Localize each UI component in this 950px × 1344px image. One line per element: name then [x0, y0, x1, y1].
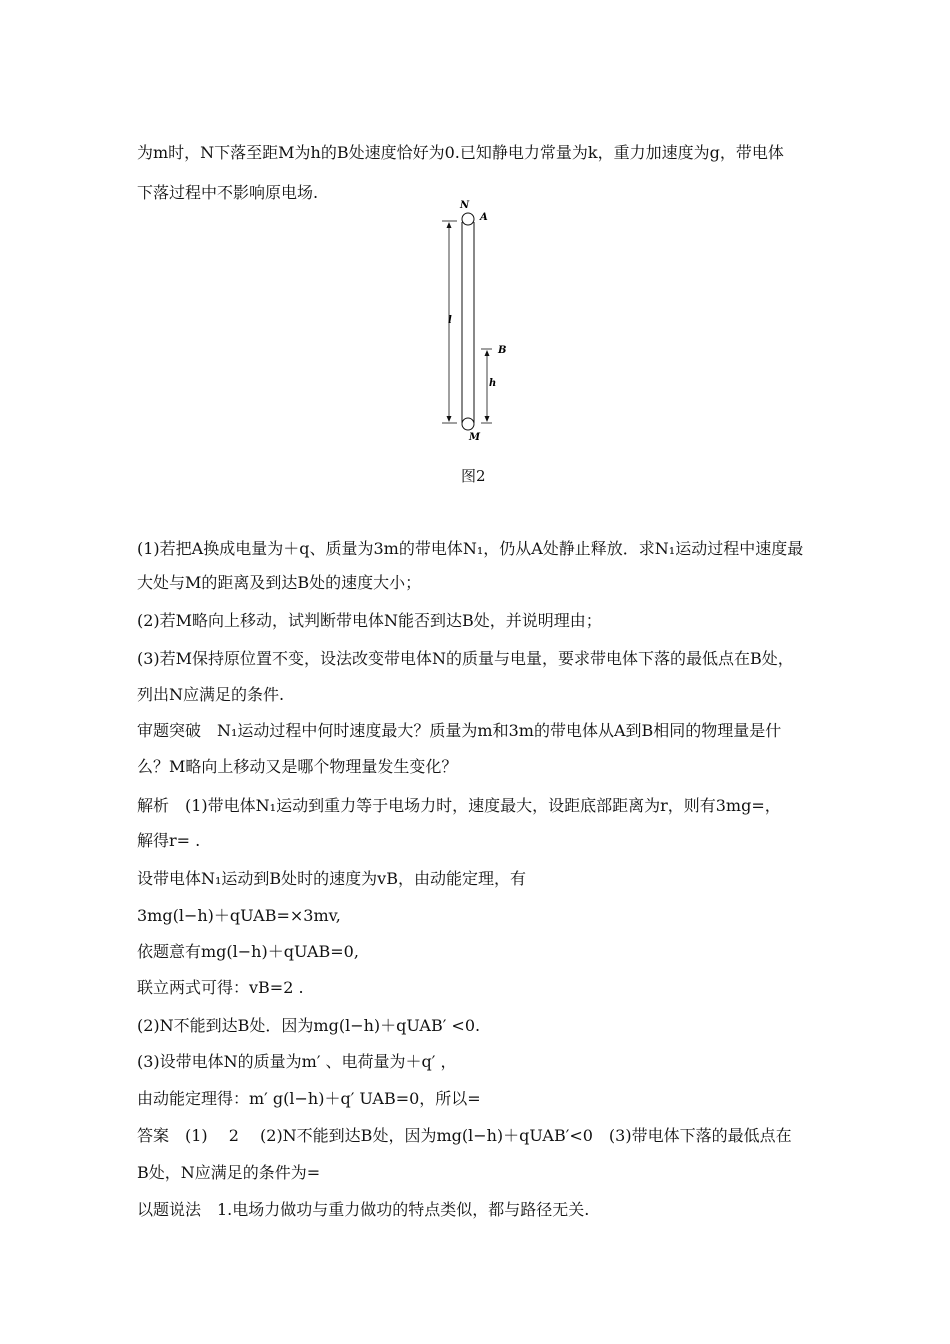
text-line-3: (1)若把A换成电量为＋q、质量为3m的带电体N₁，仍从A处静止释放．求N₁运动过程中速度最 — [137, 539, 804, 558]
text-line-9: 么？M略向上移动又是哪个物理量发生变化？ — [137, 757, 458, 776]
text-line-17: (3)设带电体N的质量为m′ 、电荷量为＋q′ ， — [137, 1052, 457, 1071]
text-line-8: 审题突破 N₁运动过程中何时速度最大？质量为m和3m的带电体从A到B相同的物理量是什 — [137, 721, 782, 740]
text-line-18: 由动能定理得：m′ g(l−h)＋q′ UAB=0，所以= — [137, 1089, 481, 1108]
text-line-15: 联立两式可得：vB=2 . — [137, 978, 304, 997]
text-line-12: 设带电体N₁运动到B处时的速度为vB，由动能定理，有 — [137, 869, 526, 888]
label-n: N — [460, 200, 470, 211]
ball-n — [462, 213, 474, 225]
text-line-21: 以题说法 1.电场力做功与重力做功的特点类似，都与路径无关. — [137, 1200, 590, 1219]
text-line-20: B处，N应满足的条件为= — [137, 1163, 321, 1182]
label-m: M — [469, 432, 481, 440]
text-line-4: 大处与M的距离及到达B处的速度大小； — [137, 573, 422, 592]
text-line-6: (3)若M保持原位置不变，设法改变带电体N的质量与电量，要求带电体下落的最低点在B处， — [137, 649, 794, 668]
text-line-11: 解得r= . — [137, 831, 201, 850]
text-line-13: 3mg(l−h)＋qUAB=×3mv, — [137, 906, 341, 925]
label-b: B — [498, 345, 507, 356]
ball-m — [462, 418, 474, 430]
figure-caption: 图2 — [461, 467, 486, 485]
text-line-1: 为m时，N下落至距M为h的B处速度恰好为0.已知静电力常量为k，重力加速度为g，带电体 — [137, 143, 784, 162]
text-line-16: (2)N不能到达B处．因为mg(l−h)＋qUAB′ <0. — [137, 1016, 481, 1035]
text-line-14: 依题意有mg(l−h)＋qUAB=0, — [137, 942, 359, 961]
text-line-7: 列出N应满足的条件. — [137, 685, 285, 704]
tube-diagram — [425, 196, 525, 440]
text-line-2: 下落过程中不影响原电场. — [137, 183, 319, 202]
label-a: A — [480, 212, 488, 223]
label-h: h — [489, 378, 497, 389]
text-line-10: 解析 (1)带电体N₁运动到重力等于电场力时，速度最大，设距底部距离为r，则有3mg=， — [137, 796, 781, 815]
text-line-5: (2)若M略向上移动，试判断带电体N能否到达B处，并说明理由； — [137, 611, 602, 630]
label-l: l — [448, 315, 452, 326]
text-line-19: 答案 (1) 2 (2)N不能到达B处，因为mg(l−h)＋qUAB′<0 (3)带电体下落的最低点在 — [137, 1126, 792, 1145]
